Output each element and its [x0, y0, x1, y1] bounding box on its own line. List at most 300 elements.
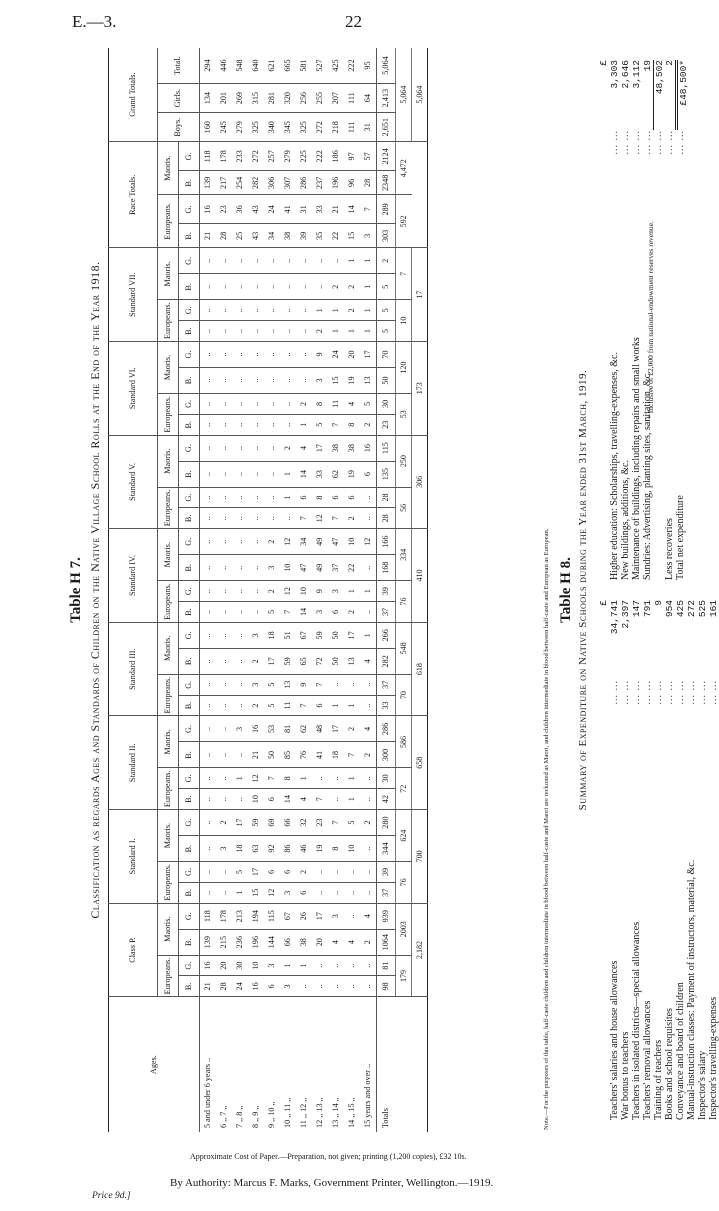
col-boys: B.	[179, 171, 200, 195]
table-cell: ..	[360, 602, 377, 623]
table-cell: 28	[360, 171, 377, 195]
table-cell: 340	[264, 113, 280, 142]
col-sub-europeans: Europeans.	[158, 487, 179, 529]
table-cell: ..	[200, 393, 217, 414]
leader-dots: ... ...	[675, 680, 686, 705]
totals-cell: 135	[377, 461, 396, 487]
table-cell: 2	[344, 716, 360, 742]
leader-dots: ... ...	[642, 680, 653, 705]
table-cell: 621	[264, 48, 280, 84]
col-sub-maoris: Maoris.	[158, 529, 179, 581]
table-cell: 10	[248, 789, 264, 810]
table-cell: 4	[344, 393, 360, 414]
currency-symbol: £	[598, 600, 609, 606]
table-cell: ..	[200, 768, 217, 789]
currency-row	[598, 600, 609, 1120]
table-cell: 1	[312, 300, 328, 321]
table-cell: 38	[296, 929, 312, 955]
table-cell: ..	[264, 435, 280, 461]
table-cell: 306	[264, 171, 280, 195]
col-sub-europeans: Europeans.	[158, 393, 179, 435]
table-cell: ..	[248, 248, 264, 274]
table-cell: 3	[248, 674, 264, 695]
table-cell: 17	[328, 716, 344, 742]
table-cell: 17	[360, 341, 377, 367]
table-cell: 34	[296, 529, 312, 555]
expenditure-amount: 2	[664, 60, 675, 66]
expenditure-row	[697, 600, 708, 1120]
table-cell: 21	[328, 195, 344, 224]
table-cell: 1	[296, 414, 312, 435]
table-cell: 31	[360, 113, 377, 142]
table-cell: ..	[232, 581, 248, 602]
col-sub-maoris: Maoris.	[158, 435, 179, 487]
table-cell: ..	[200, 862, 217, 883]
expenditure-row	[620, 600, 631, 1120]
col-grand-total-header: Girls.	[158, 84, 200, 113]
table-row	[200, 48, 217, 1132]
table-cell: ..	[216, 529, 232, 555]
table-cell: 7	[328, 508, 344, 529]
table-cell: ..	[216, 508, 232, 529]
table-cell: 17	[312, 435, 328, 461]
table-cell: 1	[232, 882, 248, 903]
leader-dots: ... ...	[609, 680, 620, 705]
table-cell: 194	[248, 903, 264, 929]
table-cell: 24	[328, 341, 344, 367]
table-cell: 286	[296, 171, 312, 195]
col-boys: B.	[179, 274, 200, 300]
col-girls: G.	[179, 435, 200, 461]
table-cell: 269	[232, 84, 248, 113]
table-cell: ..	[200, 581, 217, 602]
table-cell: 38	[344, 435, 360, 461]
table-cell: 139	[200, 929, 217, 955]
row-age-label: 14 ,, 15 ,,	[346, 1097, 356, 1128]
rotated-page-content	[58, 40, 719, 1140]
subtotal-europeans: 53	[396, 393, 412, 435]
table-cell: 320	[280, 84, 296, 113]
col-sub-europeans: Europeans.	[158, 862, 179, 904]
table-cell: ..	[200, 882, 217, 903]
table-cell: ..	[344, 903, 360, 929]
table-cell: 67	[296, 622, 312, 648]
expenditure-label: Inspector's travelling-expenses	[708, 996, 719, 1120]
col-group-header: Class P.	[109, 903, 158, 997]
table-cell: 5	[344, 810, 360, 836]
table-cell: 23	[312, 810, 328, 836]
table-cell: 4	[360, 648, 377, 674]
table-cell: ..	[360, 955, 377, 976]
table-cell: ..	[200, 602, 217, 623]
subtotal-europeans: 72	[396, 768, 412, 810]
subtotal-standard: 658	[412, 716, 428, 810]
table-cell: 6	[312, 695, 328, 716]
table-cell: ..	[232, 622, 248, 648]
table-cell: 66	[280, 810, 296, 836]
leader-dots: ... ...	[686, 680, 697, 705]
table-row	[312, 48, 328, 1132]
table-cell: 17	[264, 648, 280, 674]
table-cell: ..	[200, 487, 217, 508]
totals-cell: 303	[377, 224, 396, 248]
table-cell: 307	[280, 171, 296, 195]
table-cell: 16	[360, 435, 377, 461]
table-cell: 1	[328, 300, 344, 321]
totals-cell: 289	[377, 195, 396, 224]
table-cell: 222	[344, 48, 360, 84]
table-cell: ..	[328, 882, 344, 903]
table-cell: ..	[232, 393, 248, 414]
table-cell: ..	[200, 529, 217, 555]
table-cell: 1	[280, 461, 296, 487]
table-cell: ..	[200, 810, 217, 836]
row-age-label: 15 years and over ..	[362, 1063, 372, 1128]
table-cell: 115	[264, 903, 280, 929]
table-cell: 665	[280, 48, 296, 84]
leader-dots: ... ...	[664, 680, 675, 705]
table-cell: 281	[264, 84, 280, 113]
col-girls: G.	[179, 248, 200, 274]
table-cell: 5	[264, 602, 280, 623]
table-cell: 50	[328, 648, 344, 674]
col-girls: G.	[179, 674, 200, 695]
table-cell: 1	[296, 955, 312, 976]
table-cell: 18	[232, 836, 248, 862]
col-group-header: Standard V.	[109, 435, 158, 529]
table-cell: 49	[312, 529, 328, 555]
col-girls: G.	[179, 622, 200, 648]
table-cell: ..	[232, 341, 248, 367]
table-cell: 59	[312, 622, 328, 648]
table-cell: 46	[296, 836, 312, 862]
expenditure-row	[620, 60, 631, 580]
table-cell: 13	[344, 648, 360, 674]
table-cell: ..	[216, 248, 232, 274]
table-cell: 3	[248, 622, 264, 648]
table-cell: 10	[344, 529, 360, 555]
table-cell: 14	[344, 195, 360, 224]
table-cell: ..	[280, 248, 296, 274]
table-cell: 2	[344, 300, 360, 321]
table-cell: ..	[216, 602, 232, 623]
expenditure-amount: 3,303	[609, 60, 620, 89]
table-cell: ..	[360, 882, 377, 903]
expenditure-label: Teachers in isolated districts—special allowances	[631, 921, 642, 1120]
col-grand-total-header: Boys.	[158, 113, 200, 142]
table-cell: 33	[312, 461, 328, 487]
totals-cell: 5,064	[377, 48, 396, 84]
table-cell: ..	[248, 414, 264, 435]
table-cell: ..	[264, 274, 280, 300]
table-cell: 20	[216, 955, 232, 976]
totals-label: Totals	[377, 997, 396, 1132]
expenditure-row	[686, 600, 697, 1120]
table-cell: ..	[344, 862, 360, 883]
table-cell: ..	[232, 529, 248, 555]
subtotal-europeans: 76	[396, 862, 412, 904]
col-boys: B.	[179, 224, 200, 248]
table-cell: 13	[280, 674, 296, 695]
leader-dots: ... ...	[675, 130, 686, 155]
col-group-header: Standard VI.	[109, 341, 158, 435]
table-cell: 237	[312, 171, 328, 195]
table-cell: 63	[248, 836, 264, 862]
table-cell: 7	[296, 695, 312, 716]
totals-cell: 37	[377, 602, 396, 623]
table-cell: ..	[200, 414, 217, 435]
leader-dots: ... ...	[620, 130, 631, 155]
col-sub-europeans: Europeans.	[158, 300, 179, 342]
table-cell: 34	[264, 224, 280, 248]
col-boys: B.	[179, 508, 200, 529]
col-boys: B.	[179, 602, 200, 623]
table-cell: 72	[312, 648, 328, 674]
table-cell: ..	[248, 555, 264, 581]
table-cell: 111	[344, 113, 360, 142]
table-cell: ..	[280, 300, 296, 321]
table-cell: 272	[312, 113, 328, 142]
table-h8-footnote: * Inclusive of £2,000 from national-endowment reserves revenue.	[646, 221, 655, 419]
table-cell: 38	[280, 224, 296, 248]
table-cell: 1	[296, 768, 312, 789]
table-cell: 201	[216, 84, 232, 113]
table-cell: ..	[216, 341, 232, 367]
col-sub-maoris: Maoris.	[158, 142, 179, 195]
table-cell: 7	[328, 810, 344, 836]
subtotal-maoris: 586	[396, 716, 412, 768]
table-cell: 17	[312, 903, 328, 929]
table-cell: 118	[200, 142, 217, 171]
row-age-label: 10 ,, 11 ,,	[282, 1097, 292, 1128]
table-cell: 1	[360, 321, 377, 342]
table-cell: 3	[264, 555, 280, 581]
table-cell: 86	[280, 836, 296, 862]
row-age-label: 12 ,, 13 ,,	[314, 1097, 324, 1128]
table-cell: 3	[280, 882, 296, 903]
table-cell: ..	[216, 414, 232, 435]
table-cell: 256	[296, 84, 312, 113]
table-cell: 25	[232, 224, 248, 248]
currency-symbol: £	[598, 60, 609, 66]
col-boys: B.	[179, 929, 200, 955]
subtotal-europeans: 56	[396, 487, 412, 529]
table-cell: 7	[312, 789, 328, 810]
table-row	[248, 48, 264, 1132]
leader-dots: ... ...	[631, 680, 642, 705]
cost-of-paper-note: Approximate Cost of Paper.—Preparation, not given; printing (1,200 copies), £32 10s.	[190, 1152, 467, 1161]
table-cell: 2	[216, 810, 232, 836]
subtotal-europeans: 70	[396, 674, 412, 716]
table-cell: ..	[216, 716, 232, 742]
table-cell: 19	[344, 461, 360, 487]
leader-dots: ... ...	[653, 130, 664, 155]
table-cell: 6	[264, 862, 280, 883]
table-cell: ..	[200, 508, 217, 529]
totals-cell: 30	[377, 393, 396, 414]
table-cell: ..	[312, 976, 328, 997]
table-h8-label: Table H 8.	[558, 557, 574, 623]
table-cell: ..	[232, 435, 248, 461]
table-cell: ..	[200, 648, 217, 674]
table-cell: 59	[280, 648, 296, 674]
subtotal-europeans: 592	[396, 195, 412, 248]
table-cell: 21	[200, 224, 217, 248]
table-cell: 10	[280, 555, 296, 581]
expenditure-label: Sundries: Advertising, planting sites, sanitation, &c.	[642, 371, 653, 580]
totals-cell: 2	[377, 248, 396, 274]
table-cell: ..	[296, 341, 312, 367]
table-cell: ..	[296, 367, 312, 393]
expenditure-label: War bonus to teachers	[620, 1031, 631, 1120]
table-cell: ..	[360, 555, 377, 581]
totals-cell: 39	[377, 862, 396, 883]
expenditure-label: New buildings, additions, &c.	[620, 460, 631, 580]
col-boys: B.	[179, 976, 200, 997]
table-cell: 222	[312, 142, 328, 171]
table-cell: 2	[264, 581, 280, 602]
table-cell: 51	[280, 622, 296, 648]
col-boys: B.	[179, 461, 200, 487]
table-cell: 581	[296, 48, 312, 84]
subtotal-standard: 410	[412, 529, 428, 623]
table-cell: 10	[344, 836, 360, 862]
totals-cell: 300	[377, 742, 396, 768]
col-girls: G.	[179, 810, 200, 836]
table-cell: 282	[248, 171, 264, 195]
table-cell: 8	[328, 836, 344, 862]
table-cell: 65	[296, 648, 312, 674]
table-cell: 134	[200, 84, 217, 113]
table-cell: ..	[264, 321, 280, 342]
expenditure-label: Teachers' removal allowances	[642, 1000, 653, 1120]
table-cell: 2	[296, 862, 312, 883]
expenditure-amount: 9	[653, 600, 664, 606]
table-cell: ..	[312, 768, 328, 789]
table-cell: 17	[344, 622, 360, 648]
table-cell: ..	[232, 555, 248, 581]
table-cell: ..	[328, 248, 344, 274]
table-cell: 196	[248, 929, 264, 955]
table-cell: 92	[264, 836, 280, 862]
table-cell: 111	[344, 84, 360, 113]
table-cell: 9	[312, 341, 328, 367]
table-cell: 17	[248, 862, 264, 883]
table-cell: 257	[264, 142, 280, 171]
table-cell: ..	[200, 367, 217, 393]
col-boys: B.	[179, 555, 200, 581]
table-cell: 21	[248, 742, 264, 768]
table-cell: 6	[328, 487, 344, 508]
table-cell: ..	[264, 300, 280, 321]
row-age-label: 13 ,, 14 ,,	[330, 1097, 340, 1128]
col-group-header: Standard I.	[109, 810, 158, 904]
table-cell: 1	[360, 622, 377, 648]
table-cell: 50	[264, 742, 280, 768]
totals-cell: 37	[377, 674, 396, 695]
table-cell: 5	[264, 674, 280, 695]
totals-cell: 166	[377, 529, 396, 555]
subtotal-europeans: 76	[396, 581, 412, 623]
table-cell: 139	[200, 171, 217, 195]
col-group-header: Standard VII.	[109, 248, 158, 342]
table-cell: ..	[264, 461, 280, 487]
printer-authority: By Authority: Marcus F. Marks, Government Printer, Wellington.—1919.	[170, 1177, 494, 1189]
expenditure-amount: 525	[697, 600, 708, 618]
totals-cell: 23	[377, 414, 396, 435]
table-h8-title: Summary of Expenditure on Native Schools during the Year ended 31st March, 1919.	[577, 369, 589, 811]
totals-cell: 266	[377, 622, 396, 648]
table-cell: ..	[216, 367, 232, 393]
table-cell: 12	[360, 529, 377, 555]
table-cell: ..	[312, 248, 328, 274]
expenditure-row	[609, 60, 620, 580]
expenditure-label: Books and school requisites	[664, 1008, 675, 1120]
table-cell: 14	[296, 461, 312, 487]
table-cell: 59	[248, 810, 264, 836]
table-cell: 1	[232, 768, 248, 789]
table-cell: ..	[312, 955, 328, 976]
table-cell: ..	[200, 248, 217, 274]
table-cell: 17	[232, 810, 248, 836]
totals-cell: 98	[377, 976, 396, 997]
table-cell: 2	[344, 508, 360, 529]
table-cell: 1	[344, 695, 360, 716]
table-cell: ..	[232, 602, 248, 623]
expenditure-label: Teachers' salaries and house allowances	[609, 960, 620, 1120]
table-cell: ..	[216, 461, 232, 487]
table-cell: 1	[280, 955, 296, 976]
totals-cell: 2348	[377, 171, 396, 195]
table-cell: ..	[312, 862, 328, 883]
col-girls: G.	[179, 903, 200, 929]
table-cell: 16	[200, 955, 217, 976]
table-cell: 215	[216, 929, 232, 955]
table-cell: ..	[232, 300, 248, 321]
table-cell: ..	[200, 789, 217, 810]
table-cell: 446	[216, 48, 232, 84]
table-cell: 4	[328, 929, 344, 955]
subtotal-standard: 618	[412, 622, 428, 716]
expenditure-row	[664, 600, 675, 1120]
table-cell: 207	[328, 84, 344, 113]
col-header-ages: Ages.	[109, 997, 200, 1132]
table-cell: ..	[200, 274, 217, 300]
table-cell: 8	[344, 414, 360, 435]
table-cell: 294	[200, 48, 217, 84]
table-cell: 4	[344, 929, 360, 955]
leader-dots: ... ...	[609, 130, 620, 155]
table-cell: 28	[216, 976, 232, 997]
table-cell: 62	[296, 716, 312, 742]
subtotal-maoris: 4,472	[396, 142, 412, 195]
table-cell: 32	[296, 810, 312, 836]
table-cell: 11	[280, 695, 296, 716]
table-cell: 50	[328, 622, 344, 648]
table-cell: 6	[360, 461, 377, 487]
col-girls: G.	[179, 955, 200, 976]
col-girls: G.	[179, 716, 200, 742]
totals-cell: 5	[377, 300, 396, 321]
table-cell: ..	[216, 581, 232, 602]
col-grand-total-header: Total.	[158, 48, 200, 84]
table-cell: 279	[280, 142, 296, 171]
currency-row	[598, 60, 609, 580]
table-cell: 1	[360, 581, 377, 602]
table-cell: ..	[232, 789, 248, 810]
totals-cell: 28	[377, 508, 396, 529]
table-cell: 14	[280, 789, 296, 810]
